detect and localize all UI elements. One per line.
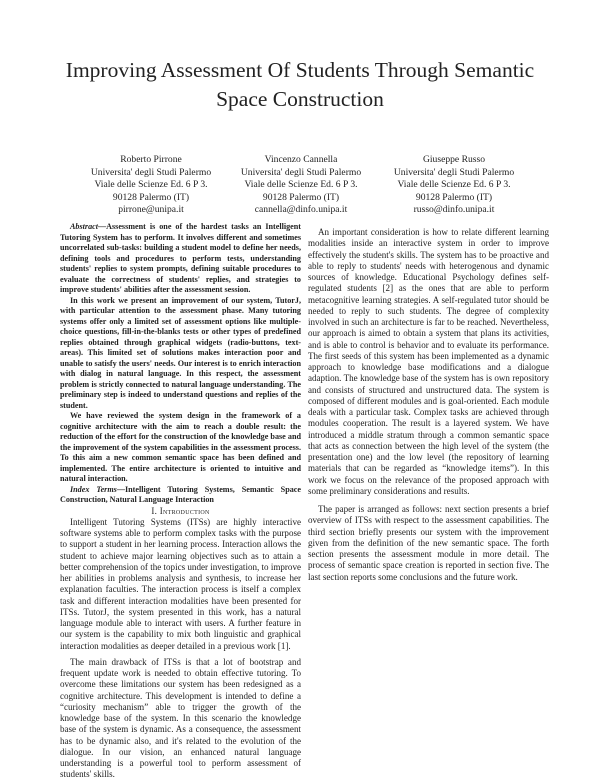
author-block-pirrone	[66, 154, 236, 217]
left-column	[60, 222, 301, 781]
abstract-text: —Assessment is one of the hardest tasks an Intelligent Tutoring System has to perform. It involves different and sometimes uncorrelated sub-tasks: building a student model to define her needs, defining tools and procedures to perform tests, understanding students' replies to system prompts, defining suitable procedures to evaluate the correctness of students' replies, and strategies to improve students' abilities after the assessment session.	[60, 222, 301, 294]
paper-title: Improving Assessment Of Students Through Semantic Space Construction	[65, 58, 535, 111]
abstract-paragraph-3: We have reviewed the system design in the framework of a cognitive architecture with the aim to reach a double result: the reduction of the effort for the construction of the knowledge base and the improvement of the system capabilities in the assessment process. To this aim a new common semantic space has been defined and implemented. The entire architecture is oriented to intuitive and natural interaction.	[60, 411, 301, 483]
author-city: 90128 Palermo (IT)	[415, 191, 493, 203]
intro-paragraph-4: The paper is arranged as follows: next section presents a brief overview of ITSs with respect to the assessment capabilities. The third section briefly presents our system with the improvement given from the definition of the new semantic space. The forth section presents the assessment module in more detail. The process of semantic space creation is reported in section five. The last section reports some conclusions and the future work.	[308, 504, 549, 582]
author-address: Viale delle Scienze Ed. 6 P 3.	[397, 179, 511, 191]
author-block-russo	[369, 154, 539, 217]
author-city: 90128 Palermo (IT)	[112, 191, 190, 203]
intro-paragraph-1: Intelligent Tutoring Systems (ITSs) are highly interactive software systems able to perform complex tasks with the purpose to support a student in her learning process. Interaction allows the student to achieve major learning objectives such as to attain a better comprehension of the topics under investigation, to improve her abilities in problems analysis and synthesis, to increase her explanation faculties. The interaction process is itself a complex task and different interaction modalities have been presented for ITSs. TutorJ, the system presented in this work, has a natural language module able to interact with users. A further feature in our system is the capability to mix both linguistic and graphical interaction modalities as deeper detailed in a previous work [1].	[60, 516, 301, 651]
author-block-cannella	[216, 154, 386, 217]
author-address: Viale delle Scienze Ed. 6 P 3.	[244, 179, 358, 191]
author-affiliation: Universita' degli Studi Palermo	[90, 166, 212, 178]
author-affiliation: Universita' degli Studi Palermo	[240, 166, 362, 178]
author-city: 90128 Palermo (IT)	[262, 191, 340, 203]
author-name: Roberto Pirrone	[120, 154, 182, 165]
author-email: cannella@dinfo.unipa.it	[254, 204, 348, 216]
abstract-label: Abstract	[70, 222, 98, 231]
index-terms-text: —Intelligent Tutoring Systems, Semantic Space Construction, Natural Language Interaction	[60, 484, 301, 504]
abstract-paragraph-2: In this work we present an improvement of our system, TutorJ, with particular attention to the assessment phase. Many tutoring systems offer only a limited set of assessment options like multiple-choice questions, fill-in-the-blanks tests or other types of predefined replies obtained through graphical widgets (radio-buttons, text-areas). This limited set of solutions makes interaction poor and unable to satisfy the users' needs. Our interest is to enrich interaction with dialog in natural language. In this respect, the assessment problem is strictly connected to natural language understanding. The preliminary step is indeed to understand questions and replies of the student.	[60, 295, 301, 410]
intro-paragraph-3: An important consideration is how to relate different learning modalities inside an interactive system in order to improve effectively the student's skills. The system has to be proactive and able to reply to students' needs with heterogenous and dynamic sources of knowledge. Educational Psychology defines self-regulated students [2] as the ones that are able to perform metacognitive learning strategies. A self-regulated tutor should be needed to reply to such students. The degree of complexity involved in such an architecture is far to be reached. Nevertheless, our approach is aimed to obtain a system that plans its activities, and is able to control is behavior and to evaluate its performance. The first seeds of this system has been implemented as a dynamic approach to knowledge base modifications and a dialogue adaption. The knowledge base of the system has is own repository and consists of structured and unstructured data. The system is composed of different modules and is goal-oriented. Each module deals with a particular task. Complex tasks are achieved through modules cooperation. The result is a layered system. We have introduced a middle stratum through a common semantic space that acts as connection between the high level of the system (the presentation one) and the low level (the repository of learning materials that can be regarded as “knowledge items”). In this work we focus on the relevance of the proposed approach with some preliminary considerations and results.	[308, 227, 549, 496]
author-name: Giuseppe Russo	[422, 154, 486, 165]
intro-paragraph-2: The main drawback of ITSs is that a lot of bootstrap and frequent update work is needed to obtain effective tutoring. To overcome these limitations our system has been redesigned as a cognitive architecture. This development is intended to define a “curiosity mechanism” able to trigger the growth of the knowledge base of the system. In this scenario the knowledge base of the system is dynamic. As a consequence, the assessment has to be dynamic also, and it's related to the evolution of the dialogue. In our vision, an enhanced natural language understanding is a powerful tool to perform assessment of students' skills.	[60, 656, 301, 780]
right-column	[308, 222, 549, 583]
author-email: pirrone@unipa.it	[118, 204, 184, 216]
author-affiliation: Universita' degli Studi Palermo	[393, 166, 515, 178]
index-terms	[60, 485, 301, 506]
author-name: Vincenzo Cannella	[264, 154, 338, 165]
abstract-paragraph	[60, 222, 301, 296]
index-terms-label: Index Terms	[70, 484, 117, 494]
author-email: russo@dinfo.unipa.it	[413, 204, 495, 216]
author-address: Viale delle Scienze Ed. 6 P 3.	[94, 179, 208, 191]
section-heading-introduction: I. Introduction	[151, 505, 210, 516]
